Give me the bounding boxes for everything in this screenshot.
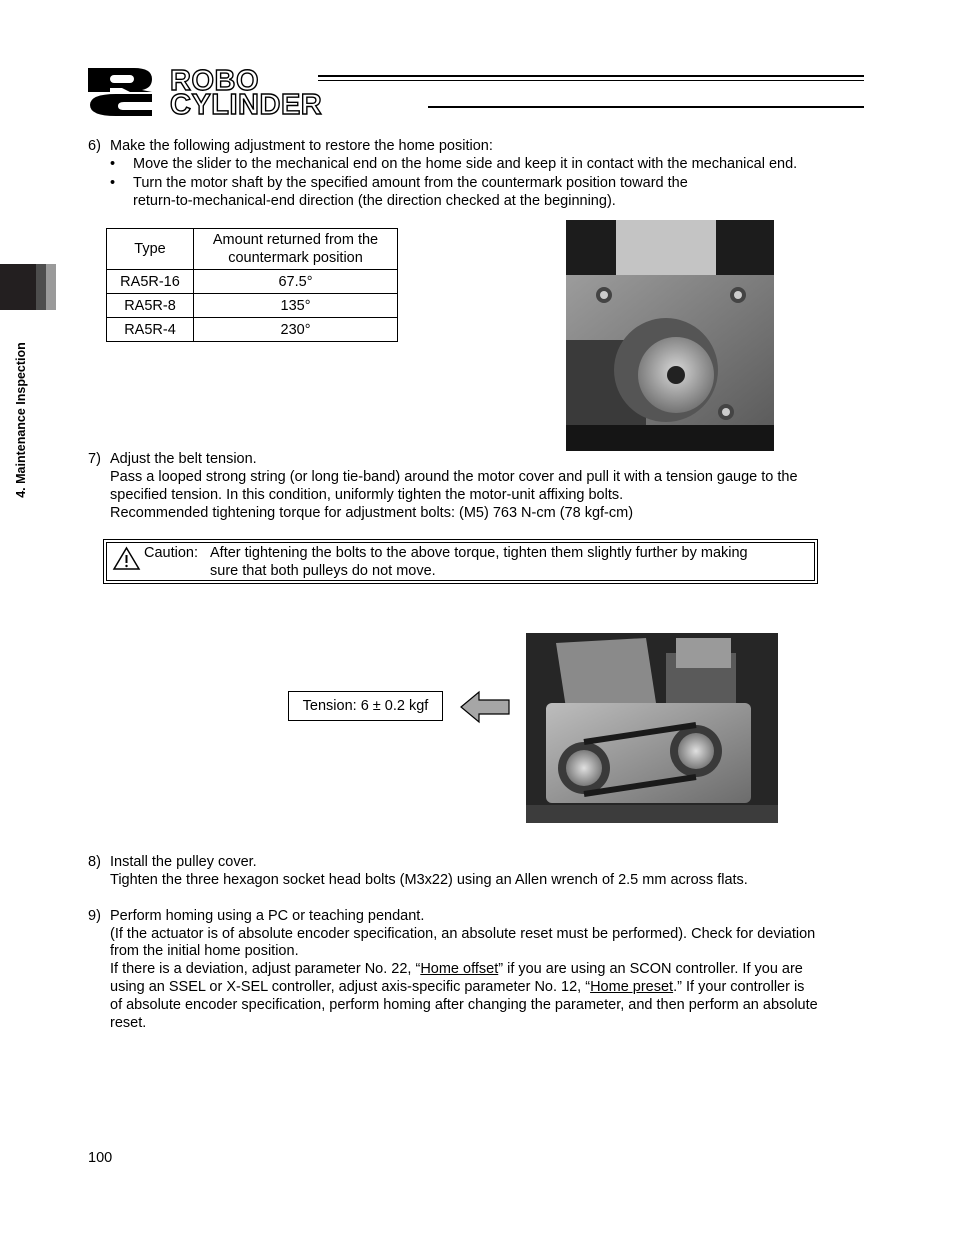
step-9-line-5: using an SSEL or X-SEL controller, adjust axis-specific parameter No. 12, “Home preset.” If your controller is	[110, 979, 805, 995]
table-cell-amount: 67.5°	[194, 270, 398, 294]
arrow-left-icon	[459, 690, 511, 724]
step-6-bullet-2: Turn the motor shaft by the specified amount from the countermark position toward the	[133, 175, 688, 191]
caution-label: Caution:	[144, 545, 199, 561]
section-tab-marker	[0, 264, 36, 310]
table-row	[107, 294, 398, 318]
motor-unit-photo	[526, 633, 778, 823]
section-label: 4. Maintenance Inspection	[14, 342, 28, 498]
table-header-row	[107, 229, 398, 270]
tension-label: Tension: 6 ± 0.2 kgf	[288, 691, 443, 721]
logo-cylinder: CYLINDER	[170, 89, 323, 121]
step-7-line-2: Pass a looped strong string (or long tie-band) around the motor cover and pull it with a tension gauge to the	[110, 469, 798, 485]
return-amount-table	[106, 228, 398, 342]
logo-robo: ROBO	[170, 65, 259, 97]
step-9-line-2: (If the actuator is of absolute encoder specification, an absolute reset must be performed). Check for deviation	[110, 926, 816, 942]
step-7-line-3: specified tension. In this condition, uniformly tighten the motor-unit affixing bolts.	[110, 487, 624, 503]
home-offset-reference: Home offset	[420, 961, 499, 977]
section-tab-marker-light	[46, 264, 56, 310]
robo-cylinder-logo-mark	[86, 66, 158, 118]
bullet-icon: •	[110, 175, 116, 191]
step-6-text: Make the following adjustment to restore the home position:	[110, 138, 493, 154]
step-9-line-3: from the initial home position.	[110, 943, 299, 959]
table-cell-amount: 135°	[194, 294, 398, 318]
table-header-amount-l1: Amount returned from the	[212, 232, 379, 248]
warning-triangle-icon	[112, 546, 141, 571]
header-rule-bottom	[428, 106, 864, 108]
section-tab-marker-mid	[36, 264, 46, 310]
motor-unit-photo-image	[526, 633, 778, 823]
table-header-amount	[194, 229, 398, 270]
caution-line-2: sure that both pulleys do not move.	[210, 563, 436, 579]
pulley-photo	[566, 220, 774, 451]
caution-line-1: After tightening the bolts to the above torque, tighten them slightly further by making	[210, 545, 748, 561]
step-9-number: 9)	[88, 908, 101, 924]
step-9-line-7: reset.	[110, 1015, 147, 1031]
step-7-line-1: Adjust the belt tension.	[110, 451, 257, 467]
table-cell-type: RA5R-8	[107, 294, 194, 318]
page-number: 100	[88, 1150, 113, 1166]
pulley-photo-image	[566, 220, 774, 451]
step-6-bullet-2-cont: return-to-mechanical-end direction (the direction checked at the beginning).	[133, 193, 616, 209]
step-6-bullet-1: Move the slider to the mechanical end on the home side and keep it in contact with the mechanical end.	[133, 156, 798, 172]
step-8-line-1: Install the pulley cover.	[110, 854, 257, 870]
step-9-line-6: of absolute encoder specification, perform homing after changing the parameter, and then perform an absolute	[110, 997, 818, 1013]
table-cell-type: RA5R-16	[107, 270, 194, 294]
table-row	[107, 270, 398, 294]
step-6-number: 6)	[88, 138, 101, 154]
table-row	[107, 318, 398, 342]
home-preset-reference: Home preset	[590, 979, 674, 995]
bullet-icon: •	[110, 156, 116, 172]
table-cell-amount: 230°	[194, 318, 398, 342]
table-cell-type: RA5R-4	[107, 318, 194, 342]
step-7-line-4: Recommended tightening torque for adjustment bolts: (M5) 763 N-cm (78 kgf-cm)	[110, 505, 634, 521]
step-7-number: 7)	[88, 451, 101, 467]
header-rule-top-thin	[318, 80, 864, 81]
step-9-line-1: Perform homing using a PC or teaching pendant.	[110, 908, 425, 924]
step-8-number: 8)	[88, 854, 101, 870]
table-header-type: Type	[107, 229, 194, 270]
step-8-line-2: Tighten the three hexagon socket head bolts (M3x22) using an Allen wrench of 2.5 mm across flats.	[110, 872, 748, 888]
table-header-amount-l2: countermark position	[228, 250, 363, 266]
header-rule-top-thick	[318, 75, 864, 77]
step-9-line-4: If there is a deviation, adjust parameter No. 22, “Home offset” if you are using an SCON controller. If you are	[110, 961, 803, 977]
